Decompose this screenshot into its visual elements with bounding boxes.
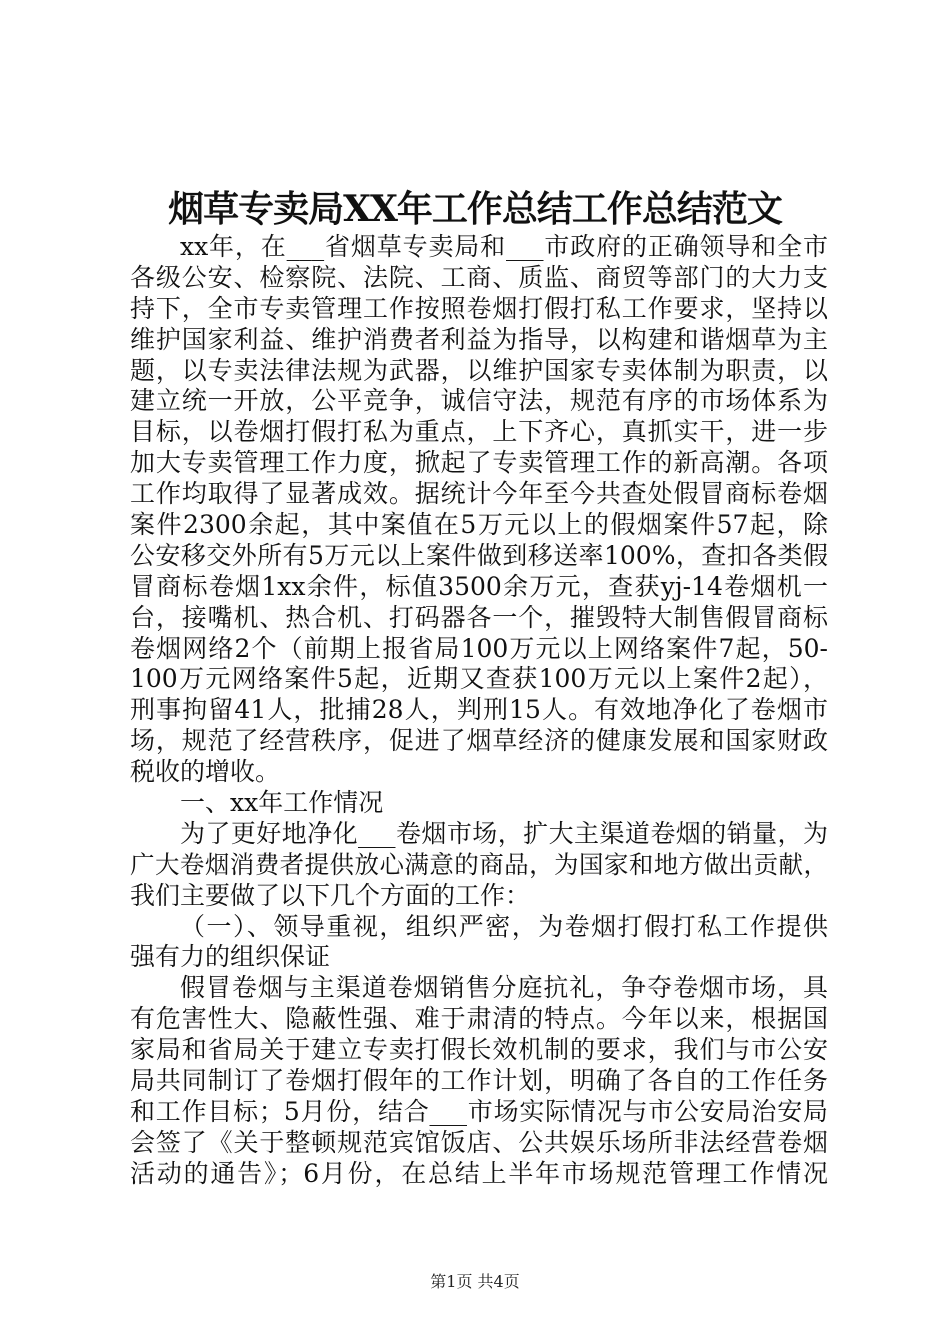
subsection-heading: （一）、领导重视，组织严密，为卷烟打假打私工作提供 [180, 911, 828, 941]
paragraph-line: 维护国家利益、维护消费者利益为指导，以构建和谐烟草为主 [130, 324, 828, 354]
paragraph-line: 建立统一开放，公平竞争，诚信守法，规范有序的市场体系为 [130, 386, 828, 416]
paragraph-line: 卷烟网络2个（前期上报省局100万元以上网络案件7起，50- [130, 633, 828, 663]
paragraph-line: 会签了《关于整顿规范宾馆饭店、公共娱乐场所非法经营卷烟 [130, 1127, 828, 1157]
paragraph-line: 加大专卖管理工作力度，掀起了专卖管理工作的新高潮。各项 [130, 448, 828, 478]
document-body [130, 232, 828, 1190]
subsection-heading: 强有力的组织保证 [130, 942, 331, 972]
paragraph-line: 题，以专卖法律法规为武器，以维护国家专卖体制为职责，以 [130, 355, 828, 385]
paragraph-line: 刑事拘留41人，批捕28人，判刑15人。有效地净化了卷烟市 [130, 695, 828, 725]
paragraph-line: 100万元网络案件5起，近期又查获100万元以上案件2起）， [130, 664, 828, 694]
paragraph-line: 工作均取得了显著成效。据统计今年至今共查处假冒商标卷烟 [130, 479, 828, 509]
paragraph-line: 台，接嘴机、热合机、打码器各一个，摧毁特大制售假冒商标 [130, 602, 828, 632]
paragraph-line: xx年，在___省烟草专卖局和___市政府的正确领导和全市 [180, 232, 828, 261]
paragraph-line: 家局和省局关于建立专卖打假长效机制的要求，我们与市公安 [130, 1035, 828, 1065]
section-heading: 一、xx年工作情况 [180, 788, 384, 818]
paragraph-line: 案件2300余起，其中案值在5万元以上的假烟案件57起，除 [130, 510, 828, 540]
paragraph-line: 场，规范了经营秩序，促进了烟草经济的健康发展和国家财政 [130, 726, 828, 756]
paragraph-line: 公安移交外所有5万元以上案件做到移送率100%，查扣各类假 [130, 540, 828, 570]
page-number-footer: 第1页 共4页 [430, 1272, 520, 1291]
document-title: 烟草专卖局XX年工作总结工作总结范文 [168, 188, 782, 230]
paragraph-line: 冒商标卷烟1xx余件，标值3500余万元，查获yj-14卷烟机一 [130, 571, 828, 601]
paragraph-line: 有危害性大、隐蔽性强、难于肃清的特点。今年以来，根据国 [130, 1004, 828, 1034]
paragraph-line: 活动的通告》；6月份，在总结上半年市场规范管理工作情况 [130, 1158, 828, 1188]
paragraph-line: 假冒卷烟与主渠道卷烟销售分庭抗礼，争夺卷烟市场，具 [180, 973, 828, 1003]
paragraph-line: 目标，以卷烟打假打私为重点，上下齐心，真抓实干，进一步 [130, 417, 828, 447]
paragraph-line: 和工作目标；5月份，结合___市场实际情况与市公安局治安局 [130, 1096, 828, 1126]
paragraph-line: 税收的增收。 [130, 757, 281, 787]
paragraph-line: 我们主要做了以下几个方面的工作： [130, 880, 531, 910]
paragraph-line: 持下，全市专卖管理工作按照卷烟打假打私工作要求，坚持以 [130, 293, 828, 323]
paragraph-line: 局共同制订了卷烟打假年的工作计划，明确了各自的工作任务 [130, 1066, 828, 1096]
paragraph-line: 广大卷烟消费者提供放心满意的商品，为国家和地方做出贡献， [130, 849, 828, 879]
paragraph-line: 各级公安、检察院、法院、工商、质监、商贸等部门的大力支 [130, 262, 828, 292]
paragraph-line: 为了更好地净化___卷烟市场，扩大主渠道卷烟的销量，为 [180, 818, 828, 848]
